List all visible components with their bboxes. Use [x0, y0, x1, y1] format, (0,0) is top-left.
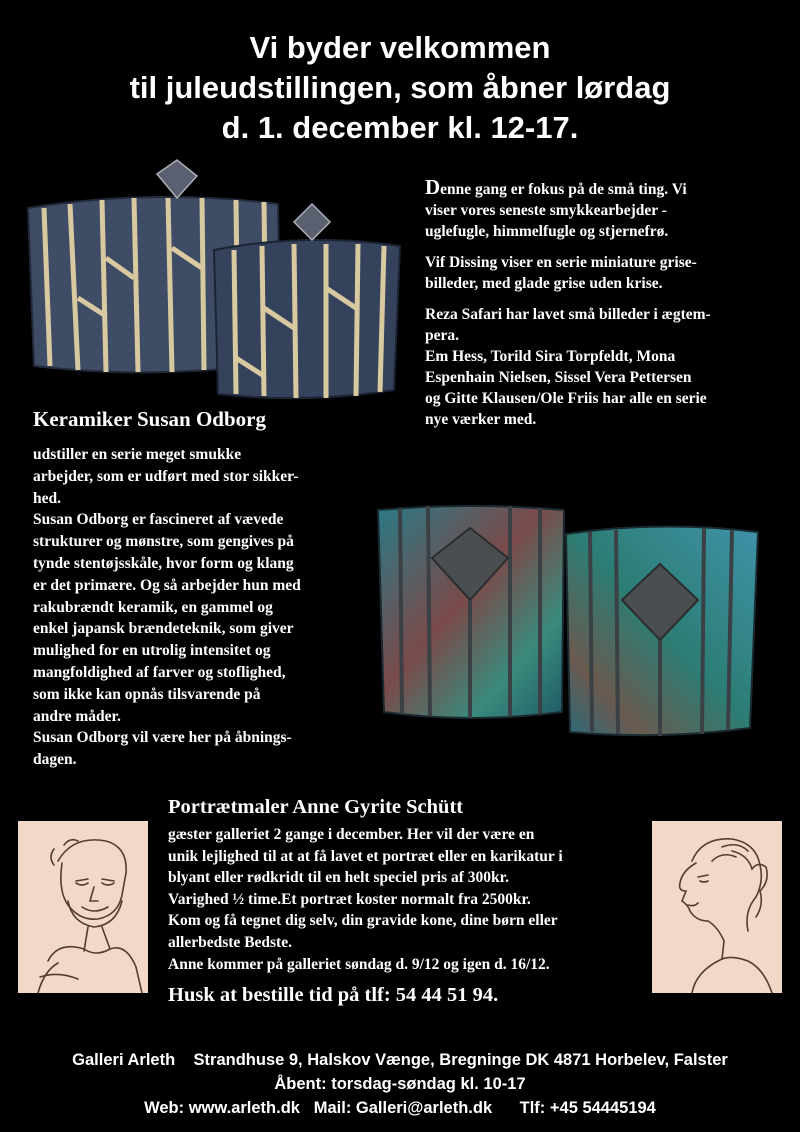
focus-p3-line-2: pera. [425, 327, 460, 344]
portraet-line: Varighed ½ time.Et portræt koster normalt fra 2500kr. [168, 890, 531, 908]
focus-p2-line-1: Vif Dissing viser en serie miniature grise- [425, 254, 697, 271]
blue-ceramic-boxes-photo [22, 158, 404, 400]
portrait-sketch-man [18, 821, 148, 993]
portraet-text [168, 824, 563, 975]
focus-p2-line-2: billeder, med glade grise uden krise. [425, 275, 663, 292]
keramiker-line: udstiller en serie meget smukke [33, 446, 242, 463]
focus-p3-line-3: Em Hess, Torild Sira Torpfeldt, Mona [425, 348, 676, 365]
focus-section [425, 177, 795, 440]
keramiker-line: dagen. [33, 751, 77, 769]
footer [0, 1048, 800, 1120]
footer-line-1 [0, 1048, 800, 1072]
opening-hours: Åbent: torsdag-søndag kl. 10-17 [274, 1075, 526, 1093]
keramiker-heading: Keramiker Susan Odborg [33, 407, 266, 431]
focus-p1-line-2: viser vores seneste smykkearbejder - [425, 202, 667, 219]
keramiker-text [33, 444, 301, 771]
focus-p1-line-3: uglefugle, himmelfugle og stjernefrø. [425, 223, 669, 240]
email-link[interactable]: Mail: Galleri@arleth.dk [313, 1099, 493, 1117]
portraet-line: gæster galleriet 2 gange i december. Her vil der være en [168, 826, 535, 843]
gallery-address: Strandhuse 9, Halskov Vænge, Bregninge DK 4871 Horbelev, Falster [193, 1051, 728, 1069]
focus-paragraph-2 [425, 252, 795, 294]
keramiker-line: hed. [33, 489, 61, 507]
raku-ceramics-photo [370, 500, 795, 740]
portraet-line: unik lejlighed til at at få lavet et portræt eller en karikatur i [168, 847, 563, 865]
portraet-line: Kom og få tegnet dig selv, din gravide kone, dine børn eller [168, 912, 558, 930]
keramiker-line: mangfoldighed af farver og stoflighed, [33, 663, 286, 681]
keramiker-line: som ikke kan opnås tilsvarende på [33, 685, 261, 703]
keramiker-line: strukturer og mønstre, som gengives på [33, 533, 294, 551]
title-line-3: d. 1. december kl. 12-17. [221, 110, 579, 145]
keramiker-line: Susan Odborg vil være her på åbnings- [33, 729, 292, 747]
portrait-sketch-woman [652, 821, 782, 993]
booking-callout: Husk at bestille tid på tlf: 54 44 51 94. [168, 984, 499, 1006]
focus-p3-line-4: Espenhain Nielsen, Sissel Vera Pettersen [425, 369, 692, 386]
portraet-line: blyant eller rødkridt til en helt speciel pris af 300kr. [168, 869, 509, 887]
footer-line-3 [0, 1096, 800, 1120]
focus-paragraph-3 [425, 304, 795, 430]
keramiker-line: Susan Odborg er fascineret af vævede [33, 511, 284, 529]
portraet-line: allerbedste Bedste. [168, 933, 292, 951]
keramiker-line: er det primære. Og så arbejder hun med [33, 576, 301, 594]
portraet-heading: Portrætmaler Anne Gyrite Schütt [168, 796, 464, 818]
drop-cap: D [425, 175, 441, 199]
title-line-1: Vi byder velkommen [249, 30, 551, 65]
keramiker-line: tynde stentøjsskåle, hvor form og klang [33, 554, 294, 572]
page-title [0, 28, 800, 148]
focus-paragraph-1 [425, 177, 795, 242]
focus-p3-line-5: og Gitte Klausen/Ole Friis har alle en serie [425, 390, 707, 407]
gallery-name: Galleri Arleth [72, 1051, 176, 1069]
keramiker-line: andre måder. [33, 707, 121, 725]
focus-p1-line-1: enne gang er fokus på de små ting. Vi [440, 181, 687, 198]
website-link[interactable]: Web: www.arleth.dk [144, 1099, 300, 1117]
keramiker-line: mulighed for en utrolig intensitet og [33, 642, 271, 660]
title-line-2: til juleudstillingen, som åbner lørdag [129, 70, 671, 105]
focus-p3-line-1: Reza Safari har lavet små billeder i ægtem- [425, 306, 711, 323]
keramiker-line: enkel japansk brændeteknik, som giver [33, 620, 294, 638]
focus-p3-line-6: nye værker med. [425, 411, 537, 428]
portraet-line: Anne kommer på galleriet søndag d. 9/12 og igen d. 16/12. [168, 955, 550, 973]
keramiker-line: arbejder, som er udført med stor sikker- [33, 467, 299, 485]
keramiker-line: rakubrændt keramik, en gammel og [33, 598, 273, 616]
phone-number: Tlf: +45 54445194 [519, 1099, 656, 1117]
